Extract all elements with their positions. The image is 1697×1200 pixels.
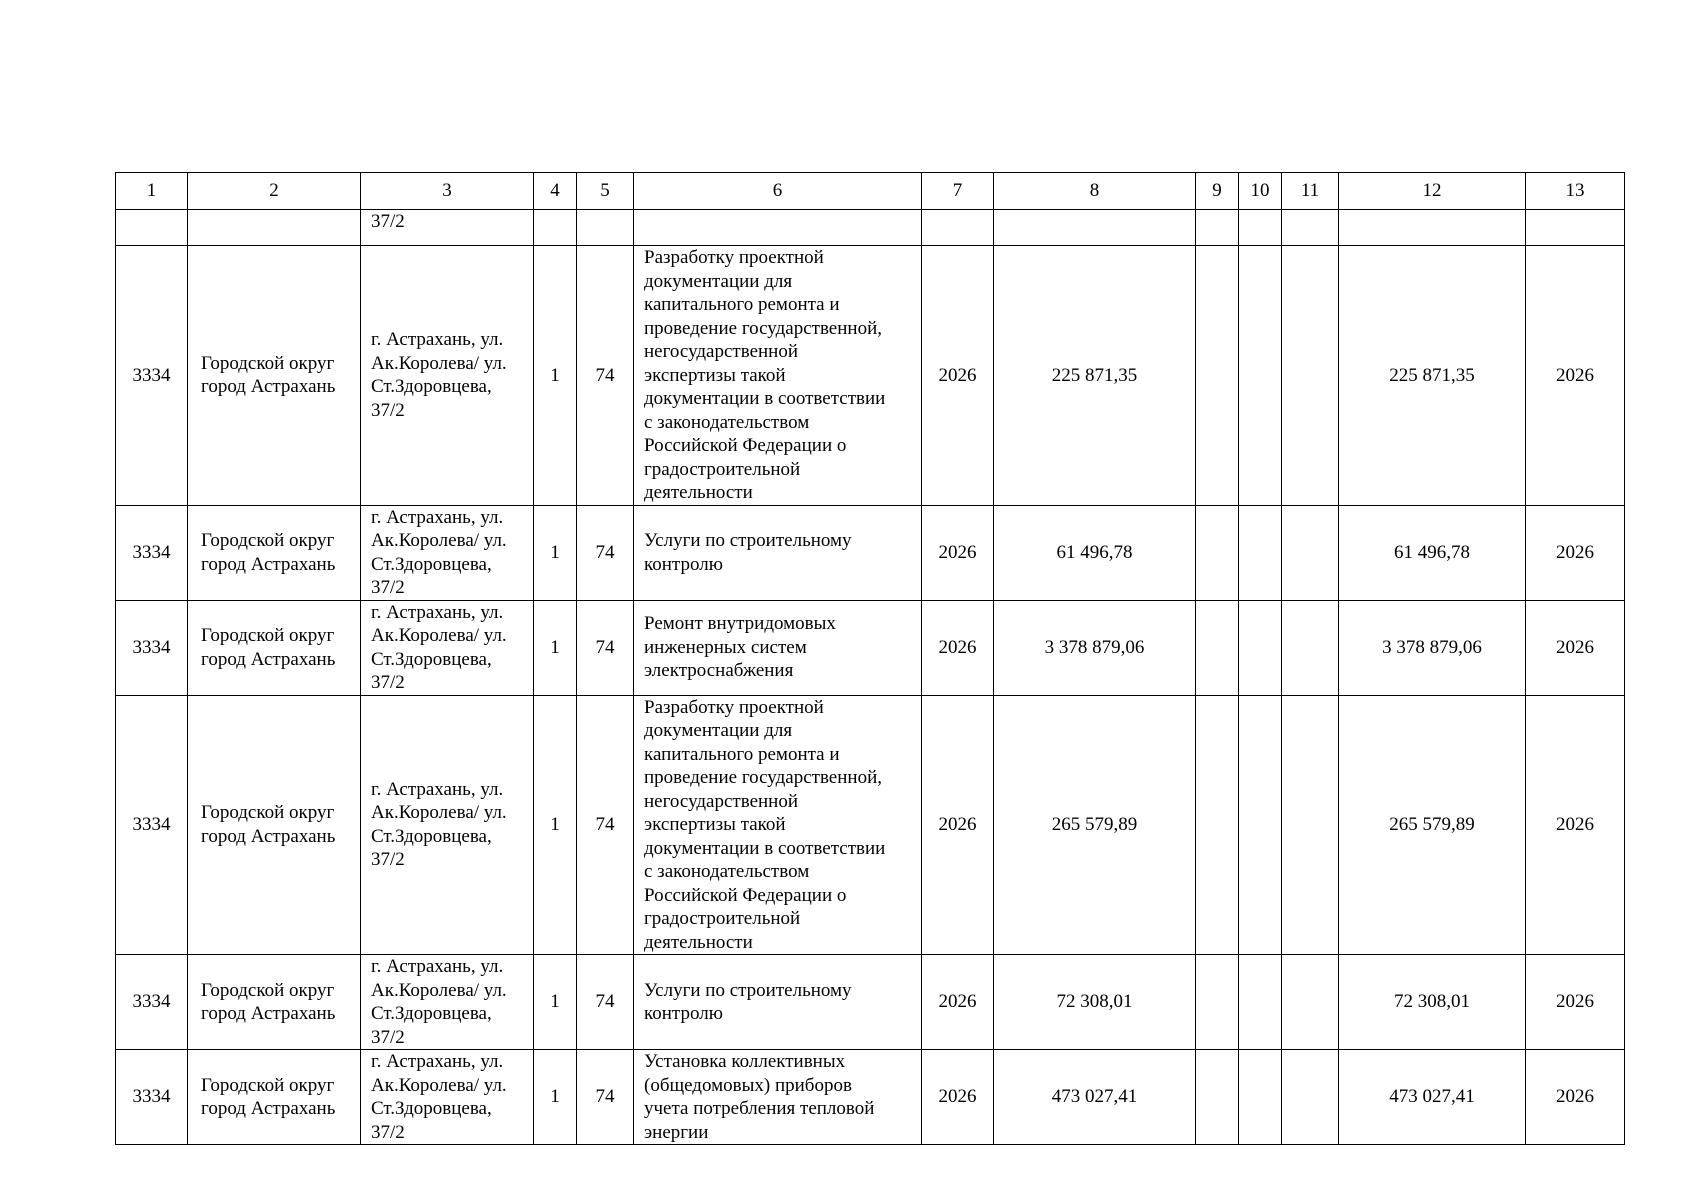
year-cell: 2026 bbox=[922, 955, 994, 1050]
column-number: 4 bbox=[534, 173, 577, 210]
year-cell: 2026 bbox=[922, 1050, 994, 1145]
col4-cell: 1 bbox=[534, 246, 577, 506]
col11-cell bbox=[1282, 1050, 1339, 1145]
col10-cell bbox=[1239, 505, 1282, 600]
total-cost-cell: 72 308,01 bbox=[994, 955, 1196, 1050]
row-number: 3334 bbox=[116, 600, 188, 695]
total-cost-cell: 61 496,78 bbox=[994, 505, 1196, 600]
col11-cell bbox=[1282, 246, 1339, 506]
capital-repair-table bbox=[115, 172, 1625, 1145]
col5-cell: 74 bbox=[577, 600, 634, 695]
col10-cell bbox=[1239, 695, 1282, 955]
table-row bbox=[116, 955, 1625, 1050]
table-row bbox=[116, 1050, 1625, 1145]
col4-cell: 1 bbox=[534, 1050, 577, 1145]
col4-cell: 1 bbox=[534, 600, 577, 695]
col4-cell: 1 bbox=[534, 955, 577, 1050]
empty-cell bbox=[1339, 210, 1526, 246]
column-number: 12 bbox=[1339, 173, 1526, 210]
row-number: 3334 bbox=[116, 955, 188, 1050]
empty-cell bbox=[922, 210, 994, 246]
work-description-cell: Установка коллективных (общедомовых) приборов учета потребления тепловой энергии bbox=[634, 1050, 922, 1145]
col4-cell: 1 bbox=[534, 695, 577, 955]
empty-cell bbox=[1526, 210, 1625, 246]
work-description-cell: Разработку проектной документации для капитального ремонта и проведение государственной, негосударственной экспертизы такой документации в соответствии с законодательством Российской Федерации о градостроительной деятельности bbox=[634, 695, 922, 955]
col12-cost-cell: 3 378 879,06 bbox=[1339, 600, 1526, 695]
municipality-cell: Городской округ город Астрахань bbox=[188, 1050, 361, 1145]
column-number: 2 bbox=[188, 173, 361, 210]
table-row bbox=[116, 695, 1625, 955]
col9-cell bbox=[1196, 1050, 1239, 1145]
municipality-cell: Городской округ город Астрахань bbox=[188, 695, 361, 955]
empty-cell bbox=[188, 210, 361, 246]
column-number: 7 bbox=[922, 173, 994, 210]
col12-cost-cell: 265 579,89 bbox=[1339, 695, 1526, 955]
municipality-cell: Городской округ город Астрахань bbox=[188, 955, 361, 1050]
col5-cell: 74 bbox=[577, 1050, 634, 1145]
row-number: 3334 bbox=[116, 505, 188, 600]
municipality-cell: Городской округ город Астрахань bbox=[188, 505, 361, 600]
address-cell: г. Астрахань, ул. Ак.Королева/ ул. Ст.Здоровцева, 37/2 bbox=[361, 246, 534, 506]
col13-year-cell: 2026 bbox=[1526, 600, 1625, 695]
municipality-cell: Городской округ город Астрахань bbox=[188, 600, 361, 695]
table-row bbox=[116, 246, 1625, 506]
column-number: 9 bbox=[1196, 173, 1239, 210]
empty-cell bbox=[1196, 210, 1239, 246]
col11-cell bbox=[1282, 505, 1339, 600]
work-description-cell: Услуги по строительному контролю bbox=[634, 505, 922, 600]
column-number: 11 bbox=[1282, 173, 1339, 210]
col13-year-cell: 2026 bbox=[1526, 505, 1625, 600]
empty-cell bbox=[634, 210, 922, 246]
total-cost-cell: 265 579,89 bbox=[994, 695, 1196, 955]
municipality-cell: Городской округ город Астрахань bbox=[188, 246, 361, 506]
address-cell: г. Астрахань, ул. Ак.Королева/ ул. Ст.Здоровцева, 37/2 bbox=[361, 505, 534, 600]
column-number: 5 bbox=[577, 173, 634, 210]
work-description-cell: Разработку проектной документации для капитального ремонта и проведение государственной, негосударственной экспертизы такой документации в соответствии с законодательством Российской Федерации о градостроительной деятельности bbox=[634, 246, 922, 506]
col5-cell: 74 bbox=[577, 695, 634, 955]
col9-cell bbox=[1196, 955, 1239, 1050]
col9-cell bbox=[1196, 600, 1239, 695]
col13-year-cell: 2026 bbox=[1526, 1050, 1625, 1145]
col9-cell bbox=[1196, 505, 1239, 600]
year-cell: 2026 bbox=[922, 600, 994, 695]
work-description-cell: Услуги по строительному контролю bbox=[634, 955, 922, 1050]
empty-cell bbox=[1239, 210, 1282, 246]
empty-cell bbox=[534, 210, 577, 246]
continuation-row bbox=[116, 210, 1625, 246]
empty-cell bbox=[577, 210, 634, 246]
col4-cell: 1 bbox=[534, 505, 577, 600]
column-number: 1 bbox=[116, 173, 188, 210]
col5-cell: 74 bbox=[577, 246, 634, 506]
col13-year-cell: 2026 bbox=[1526, 955, 1625, 1050]
empty-cell bbox=[994, 210, 1196, 246]
col12-cost-cell: 225 871,35 bbox=[1339, 246, 1526, 506]
empty-cell bbox=[1282, 210, 1339, 246]
empty-cell bbox=[116, 210, 188, 246]
year-cell: 2026 bbox=[922, 695, 994, 955]
column-number: 10 bbox=[1239, 173, 1282, 210]
col5-cell: 74 bbox=[577, 955, 634, 1050]
column-number: 13 bbox=[1526, 173, 1625, 210]
col13-year-cell: 2026 bbox=[1526, 695, 1625, 955]
year-cell: 2026 bbox=[922, 246, 994, 506]
table-row bbox=[116, 505, 1625, 600]
address-tail: 37/2 bbox=[361, 210, 534, 246]
work-description-cell: Ремонт внутридомовых инженерных систем электроснабжения bbox=[634, 600, 922, 695]
year-cell: 2026 bbox=[922, 505, 994, 600]
col9-cell bbox=[1196, 695, 1239, 955]
address-cell: г. Астрахань, ул. Ак.Королева/ ул. Ст.Здоровцева, 37/2 bbox=[361, 955, 534, 1050]
address-cell: г. Астрахань, ул. Ак.Королева/ ул. Ст.Здоровцева, 37/2 bbox=[361, 695, 534, 955]
col10-cell bbox=[1239, 600, 1282, 695]
col10-cell bbox=[1239, 246, 1282, 506]
col10-cell bbox=[1239, 1050, 1282, 1145]
total-cost-cell: 473 027,41 bbox=[994, 1050, 1196, 1145]
column-number-row bbox=[116, 173, 1625, 210]
row-number: 3334 bbox=[116, 246, 188, 506]
row-number: 3334 bbox=[116, 695, 188, 955]
col13-year-cell: 2026 bbox=[1526, 246, 1625, 506]
row-number: 3334 bbox=[116, 1050, 188, 1145]
total-cost-cell: 3 378 879,06 bbox=[994, 600, 1196, 695]
column-number: 8 bbox=[994, 173, 1196, 210]
address-cell: г. Астрахань, ул. Ак.Королева/ ул. Ст.Здоровцева, 37/2 bbox=[361, 1050, 534, 1145]
col10-cell bbox=[1239, 955, 1282, 1050]
column-number: 3 bbox=[361, 173, 534, 210]
column-number: 6 bbox=[634, 173, 922, 210]
col11-cell bbox=[1282, 955, 1339, 1050]
col12-cost-cell: 61 496,78 bbox=[1339, 505, 1526, 600]
total-cost-cell: 225 871,35 bbox=[994, 246, 1196, 506]
col11-cell bbox=[1282, 600, 1339, 695]
col5-cell: 74 bbox=[577, 505, 634, 600]
col12-cost-cell: 72 308,01 bbox=[1339, 955, 1526, 1050]
col11-cell bbox=[1282, 695, 1339, 955]
col9-cell bbox=[1196, 246, 1239, 506]
col12-cost-cell: 473 027,41 bbox=[1339, 1050, 1526, 1145]
table-row bbox=[116, 600, 1625, 695]
address-cell: г. Астрахань, ул. Ак.Королева/ ул. Ст.Здоровцева, 37/2 bbox=[361, 600, 534, 695]
